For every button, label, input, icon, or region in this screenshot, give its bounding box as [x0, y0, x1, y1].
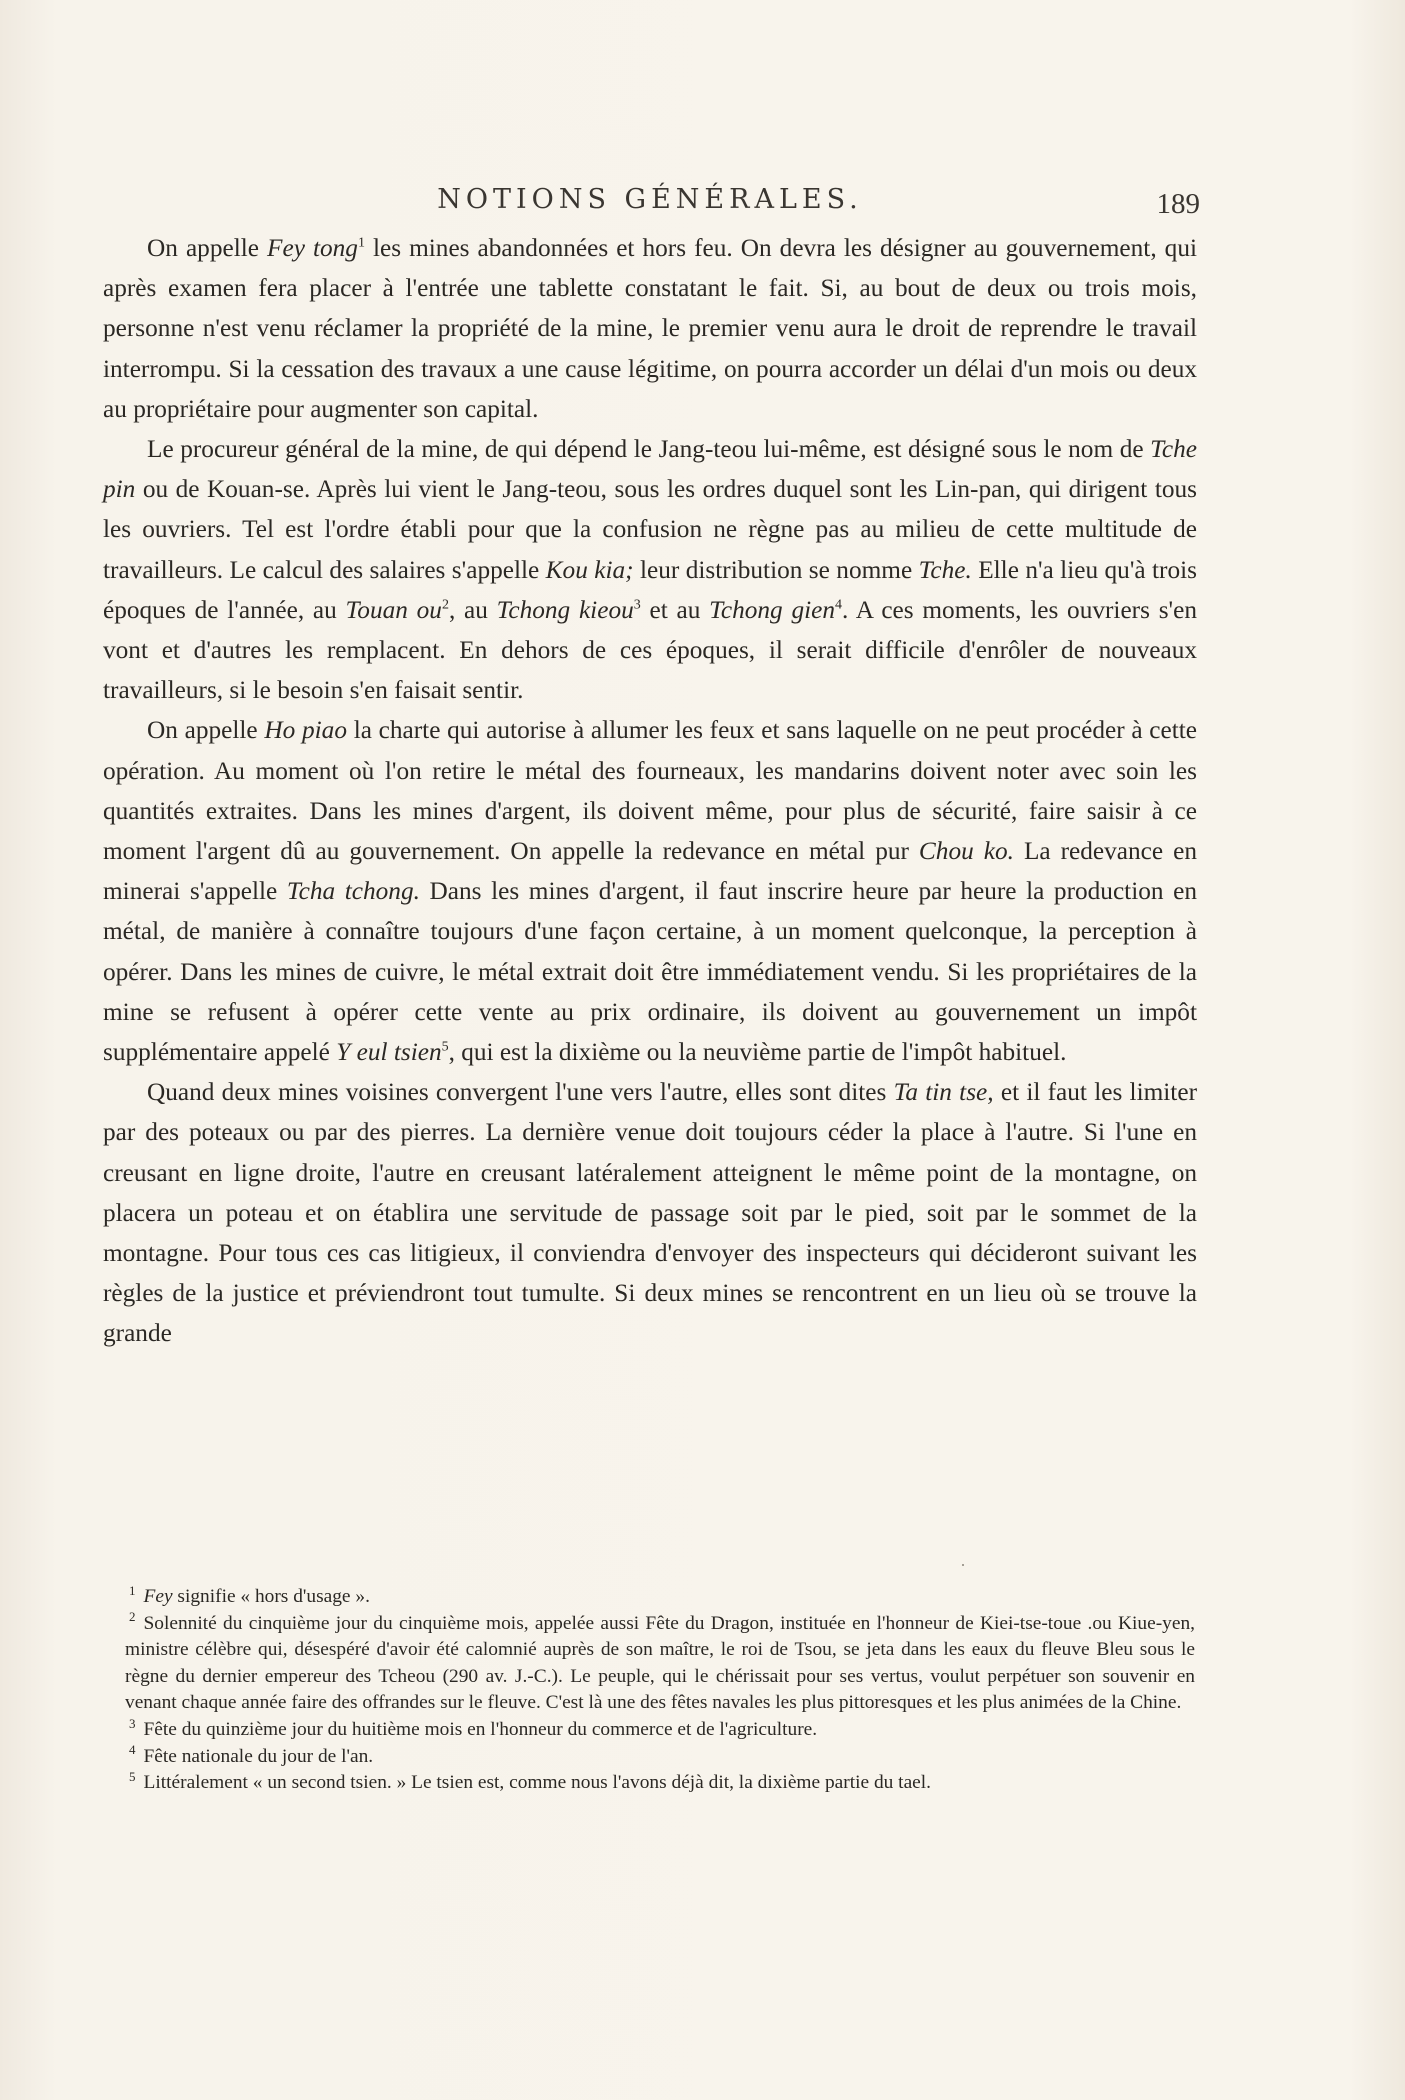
italic-term: Tche.: [918, 555, 972, 584]
footnote-number: 5: [129, 1768, 136, 1784]
footnote: [125, 1717, 1195, 1744]
footnote: [125, 1584, 1195, 1611]
running-title: NOTIONS GÉNÉRALES.: [437, 184, 863, 215]
paragraph: [103, 710, 1197, 1072]
footnote-number: 1: [129, 1582, 136, 1598]
text-run: Littéralement « un second tsien. » Le tsien est, comme nous l'avons déjà dit, la dixième partie du tael.: [143, 1772, 932, 1794]
paragraph: [103, 429, 1197, 710]
main-text: [103, 228, 1197, 1354]
text-run: . A ces moments, les ouvriers s'en vont et d'autres les remplacent. En dehors de ces époques, il serait difficile d'enrôler de nouveaux travailleurs, si le besoin s'en faisait sentir.: [103, 595, 1197, 705]
text-run: la charte qui autorise à allumer les feux et sans laquelle on ne peut procéder à cette opération. Au moment où l'on retire le métal des fourneaux, les mandarins doivent noter avec soin les quantités extraites. Dans les mines d'argent, ils doivent même, pour plus de sécurité, faire saisir à ce moment l'argent dû au gouvernement. On appelle la redevance en métal pur: [103, 716, 1198, 866]
italic-term: Tcha tchong.: [286, 877, 420, 906]
italic-term: Ho piao: [264, 716, 347, 745]
text-run: signifie « hors d'usage ».: [172, 1586, 370, 1607]
italic-term: Touan ou: [345, 595, 442, 624]
italic-term: Fey: [143, 1586, 173, 1607]
footnote: [125, 1770, 1195, 1797]
italic-term: Y eul tsien: [336, 1038, 442, 1067]
text-run: leur distribution se nomme: [633, 555, 919, 584]
ink-speck: [962, 1564, 964, 1566]
footnote-marker: 4: [835, 597, 843, 613]
italic-term: Ta tin tse,: [893, 1078, 994, 1107]
text-run: Solennité du cinquième jour du cinquième mois, appelée aussi Fête du Dragon, instituée en l'honneur de Kiei-tse-toue .ou Kiue-yen, ministre célèbre qui, désespéré d'avoir été calomnié auprès de son maître, le roi de Tsou, se jeta dans les eaux du fleuve Bleu sous le règne du dernier empereur des Tcheou (290 av. J.-C.). Le peuple, qui le chérissait pour ses vertus, voulut perpétuer son souvenir en venant chaque année faire des offrandes sur le fleuve. C'est là une des fêtes navales les plus pittoresques et les plus animées de la Chine.: [125, 1612, 1195, 1714]
text-run: On appelle: [147, 234, 268, 262]
text-run: et il faut les limiter par des poteaux ou par des pierres. La dernière venue doit toujours céder la place à l'autre. Si l'une en creusant en ligne droite, l'autre en creusant latéralement atteignent le même point de la montagne, on placera un poteau et on établira une servitude de passage soit par le pied, soit par le sommet de la montagne. Pour tous ces cas litigieux, il conviendra d'envoyer des inspecteurs qui décideront suivant les règles de la justice et préviendront tout tumulte. Si deux mines se rencontrent en un lieu où se trouve la grande: [103, 1078, 1197, 1348]
text-run: On appelle: [147, 716, 265, 745]
text-run: , qui est la dixième ou la neuvième partie de l'impôt habituel.: [448, 1038, 1067, 1067]
text-run: , au: [448, 595, 497, 624]
page-header: [100, 184, 1200, 224]
footnote-marker: 2: [441, 597, 449, 613]
paragraph: [103, 1072, 1197, 1353]
footnote-marker: 3: [633, 597, 641, 613]
text-run: Fête du quinzième jour du huitième mois en l'honneur du commerce et de l'agriculture.: [143, 1718, 818, 1740]
footnotes: [125, 1584, 1195, 1797]
text-run: La redevance en minerai s'appelle: [103, 837, 1198, 906]
paragraph: [103, 228, 1197, 429]
text-run: Elle n'a lieu qu'à trois époques de l'année, au: [103, 555, 1197, 624]
footnote-marker: 5: [441, 1039, 449, 1055]
text-run: Quand deux mines voisines convergent l'une vers l'autre, elles sont dites: [147, 1078, 894, 1107]
footnote: [125, 1744, 1195, 1771]
italic-term: Tche pin: [103, 435, 1197, 504]
text-run: Fête nationale du jour de l'an.: [143, 1745, 374, 1767]
italic-term: Tchong gien: [709, 595, 836, 624]
text-run: Dans les mines d'argent, il faut inscrire heure par heure la production en métal, de manière à connaître toujours d'une façon certaine, à un moment quelconque, la perception à opérer. Dans les mines de cuivre, le métal extrait doit être immédiatement vendu. Si les propriétaires de la mine se refusent à opérer cette vente au prix ordinaire, ils doivent au gouvernement un impôt supplémentaire appelé: [103, 877, 1197, 1067]
italic-term: Chou ko.: [918, 837, 1014, 866]
footnote-number: 4: [129, 1742, 136, 1758]
footnote-marker: 1: [357, 235, 365, 251]
footnote-number: 2: [129, 1609, 136, 1625]
italic-term: Kou kia;: [545, 555, 634, 584]
footnote-number: 3: [129, 1715, 136, 1731]
italic-term: Fey tong: [267, 234, 358, 262]
text-run: ou de Kouan-se. Après lui vient le Jang-teou, sous les ordres duquel sont les Lin-pan, qui dirigent tous les ouvriers. Tel est l'ordre établi pour que la confusion ne règne pas au milieu de cette multitude de travailleurs. Le calcul des salaires s'appelle: [103, 475, 1197, 584]
text-run: Le procureur général de la mine, de qui dépend le Jang-teou lui-même, est désigné sous le nom de: [147, 435, 1151, 464]
page-number: 189: [1156, 188, 1200, 220]
footnote: [125, 1611, 1195, 1717]
italic-term: Tchong kieou: [496, 595, 634, 624]
text-run: et au: [640, 595, 710, 624]
text-run: les mines abandonnées et hors feu. On devra les désigner au gouvernement, qui après examen fera placer à l'entrée une tablette constatant le fait. Si, au bout de deux ou trois mois, personne n'est venu réclamer la propriété de la mine, le premier venu aura le droit de reprendre le travail interrompu. Si la cessation des travaux a une cause légitime, on pourra accorder un délai d'un mois ou deux au propriétaire pour augmenter son capital.: [103, 234, 1197, 423]
